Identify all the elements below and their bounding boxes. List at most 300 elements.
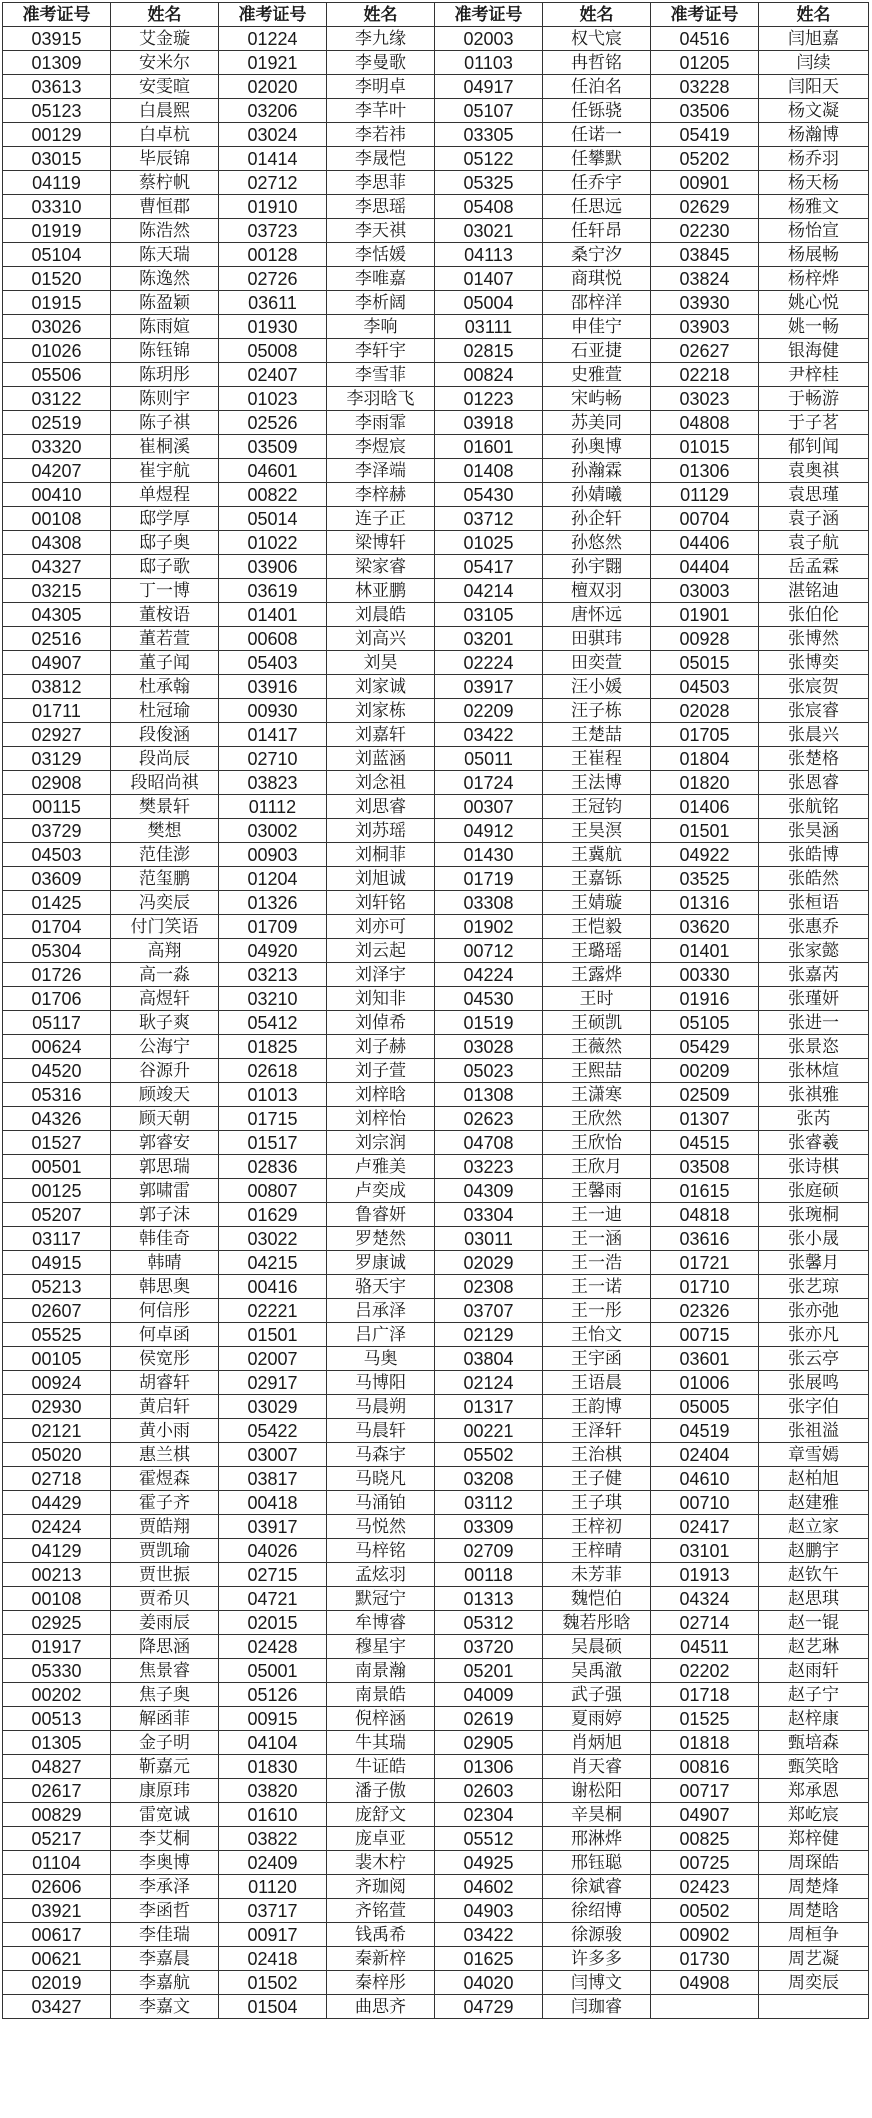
student-name-cell: 王薇然 bbox=[543, 1035, 651, 1059]
exam-id-cell: 01930 bbox=[219, 315, 327, 339]
exam-id-cell: 01504 bbox=[219, 1995, 327, 2019]
student-name-cell: 王宇函 bbox=[543, 1347, 651, 1371]
exam-id-cell: 05512 bbox=[435, 1827, 543, 1851]
student-name-cell: 周艺凝 bbox=[759, 1947, 869, 1971]
exam-id-cell: 01711 bbox=[3, 699, 111, 723]
table-row bbox=[3, 291, 869, 315]
student-name-cell: 王一涵 bbox=[543, 1227, 651, 1251]
exam-id-cell: 00129 bbox=[3, 123, 111, 147]
exam-id-cell: 02230 bbox=[651, 219, 759, 243]
student-name-cell: 张展鸣 bbox=[759, 1371, 869, 1395]
student-name-cell: 惠兰棋 bbox=[111, 1443, 219, 1467]
exam-id-cell: 05020 bbox=[3, 1443, 111, 1467]
exam-id-cell: 03422 bbox=[435, 1923, 543, 1947]
exam-id-cell: 01804 bbox=[651, 747, 759, 771]
exam-id-cell: 01520 bbox=[3, 267, 111, 291]
student-name-cell: 任思远 bbox=[543, 195, 651, 219]
student-name-cell: 杨雅文 bbox=[759, 195, 869, 219]
student-name-cell bbox=[759, 1995, 869, 2019]
exam-id-cell: 01629 bbox=[219, 1203, 327, 1227]
student-name-cell: 曹恒郡 bbox=[111, 195, 219, 219]
exam-id-cell: 01921 bbox=[219, 51, 327, 75]
table-row bbox=[3, 963, 869, 987]
exam-id-cell: 03601 bbox=[651, 1347, 759, 1371]
student-name-cell: 郭思瑞 bbox=[111, 1155, 219, 1179]
student-name-cell: 肖炳旭 bbox=[543, 1731, 651, 1755]
exam-id-cell: 03021 bbox=[435, 219, 543, 243]
exam-id-cell: 03916 bbox=[219, 675, 327, 699]
student-name-cell: 刘思睿 bbox=[327, 795, 435, 819]
exam-id-cell: 01023 bbox=[219, 387, 327, 411]
exam-id-cell: 05304 bbox=[3, 939, 111, 963]
student-name-cell: 苏美同 bbox=[543, 411, 651, 435]
student-name-cell: 张惠乔 bbox=[759, 915, 869, 939]
exam-id-cell: 00621 bbox=[3, 1947, 111, 1971]
exam-id-cell: 02003 bbox=[435, 27, 543, 51]
student-name-cell: 白卓杭 bbox=[111, 123, 219, 147]
exam-id-cell: 05403 bbox=[219, 651, 327, 675]
student-name-cell: 卢奕成 bbox=[327, 1179, 435, 1203]
student-name-cell: 牛其瑞 bbox=[327, 1731, 435, 1755]
student-name-cell: 闫续 bbox=[759, 51, 869, 75]
student-name-cell: 李轩宇 bbox=[327, 339, 435, 363]
student-name-cell: 穆星宇 bbox=[327, 1635, 435, 1659]
student-name-cell: 闫珈睿 bbox=[543, 1995, 651, 2019]
exam-id-cell: 03820 bbox=[219, 1779, 327, 1803]
student-name-cell: 张进一 bbox=[759, 1011, 869, 1035]
exam-id-cell: 01112 bbox=[219, 795, 327, 819]
exam-id-cell: 00903 bbox=[219, 843, 327, 867]
student-name-cell: 霍子齐 bbox=[111, 1491, 219, 1515]
student-name-cell: 李思菲 bbox=[327, 171, 435, 195]
student-name-cell: 安米尔 bbox=[111, 51, 219, 75]
student-name-cell: 张昊涵 bbox=[759, 819, 869, 843]
student-name-cell: 魏恺伯 bbox=[543, 1587, 651, 1611]
table-row bbox=[3, 1395, 869, 1419]
header-exam-id-3: 准考证号 bbox=[435, 3, 543, 27]
table-row bbox=[3, 1083, 869, 1107]
exam-id-cell: 04503 bbox=[3, 843, 111, 867]
exam-id-cell: 03007 bbox=[219, 1443, 327, 1467]
exam-id-cell: 01709 bbox=[219, 915, 327, 939]
header-name-2: 姓名 bbox=[327, 3, 435, 27]
student-name-cell: 王熙喆 bbox=[543, 1059, 651, 1083]
admission-list-sheet bbox=[2, 2, 869, 2019]
table-row bbox=[3, 939, 869, 963]
exam-id-cell: 03422 bbox=[435, 723, 543, 747]
exam-id-cell: 02927 bbox=[3, 723, 111, 747]
exam-id-cell: 00202 bbox=[3, 1683, 111, 1707]
exam-id-cell: 00624 bbox=[3, 1035, 111, 1059]
student-name-cell: 刘宗润 bbox=[327, 1131, 435, 1155]
student-name-cell: 刘嘉轩 bbox=[327, 723, 435, 747]
student-name-cell: 马涌铂 bbox=[327, 1491, 435, 1515]
student-name-cell: 吴禹澈 bbox=[543, 1659, 651, 1683]
student-name-cell: 姜雨辰 bbox=[111, 1611, 219, 1635]
student-name-cell: 周奕辰 bbox=[759, 1971, 869, 1995]
exam-id-cell: 04224 bbox=[435, 963, 543, 987]
exam-id-cell: 02423 bbox=[651, 1875, 759, 1899]
student-name-cell: 张宸睿 bbox=[759, 699, 869, 723]
student-name-cell: 袁奥祺 bbox=[759, 459, 869, 483]
exam-id-cell: 02308 bbox=[435, 1275, 543, 1299]
table-row bbox=[3, 1179, 869, 1203]
exam-id-cell: 03812 bbox=[3, 675, 111, 699]
exam-id-cell: 03112 bbox=[435, 1491, 543, 1515]
student-name-cell: 刘知非 bbox=[327, 987, 435, 1011]
exam-id-cell: 05422 bbox=[219, 1419, 327, 1443]
exam-id-cell: 01901 bbox=[651, 603, 759, 627]
exam-id-cell: 01615 bbox=[651, 1179, 759, 1203]
table-row bbox=[3, 1731, 869, 1755]
exam-id-cell: 01305 bbox=[3, 1731, 111, 1755]
exam-id-cell: 03310 bbox=[3, 195, 111, 219]
student-name-cell: 夏雨婷 bbox=[543, 1707, 651, 1731]
table-body bbox=[3, 27, 869, 2019]
exam-id-cell: 04907 bbox=[651, 1803, 759, 1827]
table-row bbox=[3, 99, 869, 123]
header-exam-id-4: 准考证号 bbox=[651, 3, 759, 27]
student-name-cell: 徐绍博 bbox=[543, 1899, 651, 1923]
exam-id-cell: 02516 bbox=[3, 627, 111, 651]
table-row bbox=[3, 75, 869, 99]
student-name-cell: 檀双羽 bbox=[543, 579, 651, 603]
table-row bbox=[3, 1875, 869, 1899]
student-name-cell: 马森宇 bbox=[327, 1443, 435, 1467]
student-name-cell: 张琬桐 bbox=[759, 1203, 869, 1227]
student-name-cell: 张亦凡 bbox=[759, 1323, 869, 1347]
exam-id-cell: 00118 bbox=[435, 1563, 543, 1587]
table-row bbox=[3, 651, 869, 675]
exam-id-cell: 01414 bbox=[219, 147, 327, 171]
exam-id-cell: 05123 bbox=[3, 99, 111, 123]
student-name-cell: 甄培森 bbox=[759, 1731, 869, 1755]
student-name-cell: 谷源升 bbox=[111, 1059, 219, 1083]
student-name-cell: 耿子爽 bbox=[111, 1011, 219, 1035]
exam-id-cell: 03201 bbox=[435, 627, 543, 651]
student-name-cell: 王欣然 bbox=[543, 1107, 651, 1131]
table-row bbox=[3, 843, 869, 867]
exam-id-cell: 03029 bbox=[219, 1395, 327, 1419]
exam-id-cell: 01502 bbox=[219, 1971, 327, 1995]
student-name-cell: 刘梓怡 bbox=[327, 1107, 435, 1131]
exam-id-cell: 03804 bbox=[435, 1347, 543, 1371]
student-name-cell: 张航铭 bbox=[759, 795, 869, 819]
student-name-cell: 刘念祖 bbox=[327, 771, 435, 795]
student-name-cell: 史雅萱 bbox=[543, 363, 651, 387]
exam-id-cell: 03508 bbox=[651, 1155, 759, 1179]
student-name-cell: 孙婧曦 bbox=[543, 483, 651, 507]
exam-id-cell: 05004 bbox=[435, 291, 543, 315]
student-name-cell: 康原玮 bbox=[111, 1779, 219, 1803]
student-name-cell: 陈盈颖 bbox=[111, 291, 219, 315]
student-name-cell: 赵思琪 bbox=[759, 1587, 869, 1611]
exam-id-cell: 04925 bbox=[435, 1851, 543, 1875]
student-name-cell: 田骐玮 bbox=[543, 627, 651, 651]
student-name-cell: 安雯暄 bbox=[111, 75, 219, 99]
header-exam-id-2: 准考证号 bbox=[219, 3, 327, 27]
student-name-cell: 刘亦可 bbox=[327, 915, 435, 939]
student-name-cell: 张皓博 bbox=[759, 843, 869, 867]
exam-id-cell: 02815 bbox=[435, 339, 543, 363]
exam-id-cell: 03918 bbox=[435, 411, 543, 435]
exam-id-cell: 02028 bbox=[651, 699, 759, 723]
table-row bbox=[3, 1347, 869, 1371]
exam-id-cell: 00712 bbox=[435, 939, 543, 963]
table-row bbox=[3, 1011, 869, 1035]
student-name-cell: 陈浩然 bbox=[111, 219, 219, 243]
header-exam-id-1: 准考证号 bbox=[3, 3, 111, 27]
student-name-cell: 任泊名 bbox=[543, 75, 651, 99]
exam-id-cell: 02509 bbox=[651, 1083, 759, 1107]
exam-id-cell: 03823 bbox=[219, 771, 327, 795]
student-name-cell: 章雪嫣 bbox=[759, 1443, 869, 1467]
student-name-cell: 湛铭迪 bbox=[759, 579, 869, 603]
exam-id-cell: 04327 bbox=[3, 555, 111, 579]
student-name-cell: 孙宇翾 bbox=[543, 555, 651, 579]
student-name-cell: 黄小雨 bbox=[111, 1419, 219, 1443]
exam-id-cell: 02925 bbox=[3, 1611, 111, 1635]
table-row bbox=[3, 867, 869, 891]
exam-id-cell: 03930 bbox=[651, 291, 759, 315]
exam-id-cell: 02917 bbox=[219, 1371, 327, 1395]
student-name-cell: 张庭硕 bbox=[759, 1179, 869, 1203]
exam-id-cell: 01309 bbox=[3, 51, 111, 75]
table-row bbox=[3, 411, 869, 435]
table-row bbox=[3, 771, 869, 795]
student-name-cell: 郭子沫 bbox=[111, 1203, 219, 1227]
student-name-cell: 王一诺 bbox=[543, 1275, 651, 1299]
exam-id-cell: 04113 bbox=[435, 243, 543, 267]
student-name-cell: 黄启轩 bbox=[111, 1395, 219, 1419]
exam-id-cell: 04917 bbox=[435, 75, 543, 99]
exam-id-cell: 03609 bbox=[3, 867, 111, 891]
table-row bbox=[3, 459, 869, 483]
student-name-cell: 周桓争 bbox=[759, 1923, 869, 1947]
student-name-cell: 樊想 bbox=[111, 819, 219, 843]
exam-id-cell: 03720 bbox=[435, 1635, 543, 1659]
student-name-cell: 王硕凯 bbox=[543, 1011, 651, 1035]
student-name-cell: 李煜宸 bbox=[327, 435, 435, 459]
student-name-cell: 刘晨皓 bbox=[327, 603, 435, 627]
exam-id-cell: 01902 bbox=[435, 915, 543, 939]
exam-id-cell: 02409 bbox=[219, 1851, 327, 1875]
exam-id-cell: 02627 bbox=[651, 339, 759, 363]
exam-id-cell: 03011 bbox=[435, 1227, 543, 1251]
exam-id-cell: 03024 bbox=[219, 123, 327, 147]
table-row bbox=[3, 1275, 869, 1299]
exam-id-cell: 05201 bbox=[435, 1659, 543, 1683]
student-name-cell: 庞卓亚 bbox=[327, 1827, 435, 1851]
exam-id-cell: 04519 bbox=[651, 1419, 759, 1443]
exam-id-cell: 04119 bbox=[3, 171, 111, 195]
student-name-cell: 丁一博 bbox=[111, 579, 219, 603]
student-name-cell: 刘家诚 bbox=[327, 675, 435, 699]
exam-id-cell: 03506 bbox=[651, 99, 759, 123]
student-name-cell: 赵雨轩 bbox=[759, 1659, 869, 1683]
exam-id-cell: 05316 bbox=[3, 1083, 111, 1107]
student-name-cell: 邸子奥 bbox=[111, 531, 219, 555]
student-name-cell: 南景皓 bbox=[327, 1683, 435, 1707]
student-name-cell: 焦子奥 bbox=[111, 1683, 219, 1707]
exam-id-cell: 00115 bbox=[3, 795, 111, 819]
exam-id-cell: 05325 bbox=[435, 171, 543, 195]
student-name-cell: 王治棋 bbox=[543, 1443, 651, 1467]
exam-id-cell: 04406 bbox=[651, 531, 759, 555]
student-name-cell: 侯宽彤 bbox=[111, 1347, 219, 1371]
student-name-cell: 贾皓翔 bbox=[111, 1515, 219, 1539]
student-name-cell: 张景恣 bbox=[759, 1035, 869, 1059]
student-name-cell: 吕承泽 bbox=[327, 1299, 435, 1323]
student-name-cell: 王语晨 bbox=[543, 1371, 651, 1395]
exam-id-cell: 03427 bbox=[3, 1995, 111, 2019]
exam-id-cell: 00501 bbox=[3, 1155, 111, 1179]
student-name-cell: 王欣怡 bbox=[543, 1131, 651, 1155]
student-name-cell: 杨怡宣 bbox=[759, 219, 869, 243]
exam-id-cell: 03003 bbox=[651, 579, 759, 603]
exam-id-cell: 00807 bbox=[219, 1179, 327, 1203]
student-name-cell: 王子健 bbox=[543, 1467, 651, 1491]
exam-id-cell: 00816 bbox=[651, 1755, 759, 1779]
exam-id-cell: 03223 bbox=[435, 1155, 543, 1179]
exam-id-cell: 04808 bbox=[651, 411, 759, 435]
exam-id-cell: 00717 bbox=[651, 1779, 759, 1803]
exam-id-cell: 04326 bbox=[3, 1107, 111, 1131]
exam-id-cell: 01306 bbox=[651, 459, 759, 483]
student-name-cell: 崔桐溪 bbox=[111, 435, 219, 459]
exam-id-cell: 04721 bbox=[219, 1587, 327, 1611]
table-row bbox=[3, 987, 869, 1011]
exam-id-cell: 04309 bbox=[435, 1179, 543, 1203]
student-name-cell: 马悦然 bbox=[327, 1515, 435, 1539]
exam-id-cell: 03717 bbox=[219, 1899, 327, 1923]
exam-id-cell: 00416 bbox=[219, 1275, 327, 1299]
student-name-cell: 赵艺琳 bbox=[759, 1635, 869, 1659]
student-name-cell: 林亚鹏 bbox=[327, 579, 435, 603]
student-name-cell: 庞舒文 bbox=[327, 1803, 435, 1827]
student-name-cell: 郑梓健 bbox=[759, 1827, 869, 1851]
student-name-cell: 石亚捷 bbox=[543, 339, 651, 363]
student-name-cell: 卢雅美 bbox=[327, 1155, 435, 1179]
exam-id-cell: 01915 bbox=[3, 291, 111, 315]
exam-id-cell: 03707 bbox=[435, 1299, 543, 1323]
student-name-cell: 肖天睿 bbox=[543, 1755, 651, 1779]
admission-table bbox=[2, 2, 869, 2019]
exam-id-cell: 01104 bbox=[3, 1851, 111, 1875]
student-name-cell: 李晟恺 bbox=[327, 147, 435, 171]
exam-id-cell: 02607 bbox=[3, 1299, 111, 1323]
student-name-cell: 马晨朔 bbox=[327, 1395, 435, 1419]
table-row bbox=[3, 267, 869, 291]
student-name-cell: 李曼歌 bbox=[327, 51, 435, 75]
exam-id-cell: 04908 bbox=[651, 1971, 759, 1995]
student-name-cell: 王楚喆 bbox=[543, 723, 651, 747]
student-name-cell: 王怡文 bbox=[543, 1323, 651, 1347]
student-name-cell: 赵柏旭 bbox=[759, 1467, 869, 1491]
exam-id-cell: 01820 bbox=[651, 771, 759, 795]
exam-id-cell: 01919 bbox=[3, 219, 111, 243]
exam-id-cell: 04511 bbox=[651, 1635, 759, 1659]
exam-id-cell: 04729 bbox=[435, 1995, 543, 2019]
student-name-cell: 李思瑶 bbox=[327, 195, 435, 219]
exam-id-cell: 03616 bbox=[651, 1227, 759, 1251]
student-name-cell: 刘泽宇 bbox=[327, 963, 435, 987]
exam-id-cell: 01006 bbox=[651, 1371, 759, 1395]
student-name-cell: 董若萱 bbox=[111, 627, 219, 651]
exam-id-cell: 02623 bbox=[435, 1107, 543, 1131]
student-name-cell: 牟博睿 bbox=[327, 1611, 435, 1635]
student-name-cell: 陈雨媗 bbox=[111, 315, 219, 339]
student-name-cell: 刘子萱 bbox=[327, 1059, 435, 1083]
exam-id-cell: 02304 bbox=[435, 1803, 543, 1827]
table-row bbox=[3, 1299, 869, 1323]
student-name-cell: 孙奥博 bbox=[543, 435, 651, 459]
exam-id-cell: 05408 bbox=[435, 195, 543, 219]
student-name-cell: 郁钊闻 bbox=[759, 435, 869, 459]
exam-id-cell: 00924 bbox=[3, 1371, 111, 1395]
student-name-cell: 张宸贺 bbox=[759, 675, 869, 699]
student-name-cell: 马梓铭 bbox=[327, 1539, 435, 1563]
student-name-cell: 宋屿畅 bbox=[543, 387, 651, 411]
table-row bbox=[3, 1491, 869, 1515]
exam-id-cell: 03308 bbox=[435, 891, 543, 915]
student-name-cell: 姚心悦 bbox=[759, 291, 869, 315]
exam-id-cell: 04516 bbox=[651, 27, 759, 51]
exam-id-cell: 01430 bbox=[435, 843, 543, 867]
exam-id-cell: 04915 bbox=[3, 1251, 111, 1275]
student-name-cell: 于子茗 bbox=[759, 411, 869, 435]
exam-id-cell: 03210 bbox=[219, 987, 327, 1011]
student-name-cell: 孟炫羽 bbox=[327, 1563, 435, 1587]
exam-id-cell: 01425 bbox=[3, 891, 111, 915]
exam-id-cell: 03215 bbox=[3, 579, 111, 603]
exam-id-cell: 01120 bbox=[219, 1875, 327, 1899]
exam-id-cell: 04129 bbox=[3, 1539, 111, 1563]
table-row bbox=[3, 1539, 869, 1563]
exam-id-cell: 05104 bbox=[3, 243, 111, 267]
student-name-cell: 贾世振 bbox=[111, 1563, 219, 1587]
student-name-cell: 马晨轩 bbox=[327, 1419, 435, 1443]
student-name-cell: 刘轩铭 bbox=[327, 891, 435, 915]
table-row bbox=[3, 123, 869, 147]
table-row bbox=[3, 1635, 869, 1659]
student-name-cell: 桑宁汐 bbox=[543, 243, 651, 267]
exam-id-cell: 03117 bbox=[3, 1227, 111, 1251]
exam-id-cell: 01205 bbox=[651, 51, 759, 75]
student-name-cell: 袁思瑾 bbox=[759, 483, 869, 507]
student-name-cell: 王冠钧 bbox=[543, 795, 651, 819]
exam-id-cell: 02603 bbox=[435, 1779, 543, 1803]
exam-id-cell: 03122 bbox=[3, 387, 111, 411]
exam-id-cell: 01718 bbox=[651, 1683, 759, 1707]
exam-id-cell: 02124 bbox=[435, 1371, 543, 1395]
exam-id-cell: 02129 bbox=[435, 1323, 543, 1347]
student-name-cell: 岳孟霖 bbox=[759, 555, 869, 579]
exam-id-cell: 03903 bbox=[651, 315, 759, 339]
table-row bbox=[3, 1803, 869, 1827]
exam-id-cell: 02718 bbox=[3, 1467, 111, 1491]
student-name-cell: 申佳宁 bbox=[543, 315, 651, 339]
student-name-cell: 李天祺 bbox=[327, 219, 435, 243]
student-name-cell: 雷宽诚 bbox=[111, 1803, 219, 1827]
table-row bbox=[3, 1107, 869, 1131]
exam-id-cell: 03921 bbox=[3, 1899, 111, 1923]
exam-id-cell: 00725 bbox=[651, 1851, 759, 1875]
exam-id-cell: 01501 bbox=[219, 1323, 327, 1347]
student-name-cell: 王崔程 bbox=[543, 747, 651, 771]
exam-id-cell: 04912 bbox=[435, 819, 543, 843]
table-row bbox=[3, 1851, 869, 1875]
